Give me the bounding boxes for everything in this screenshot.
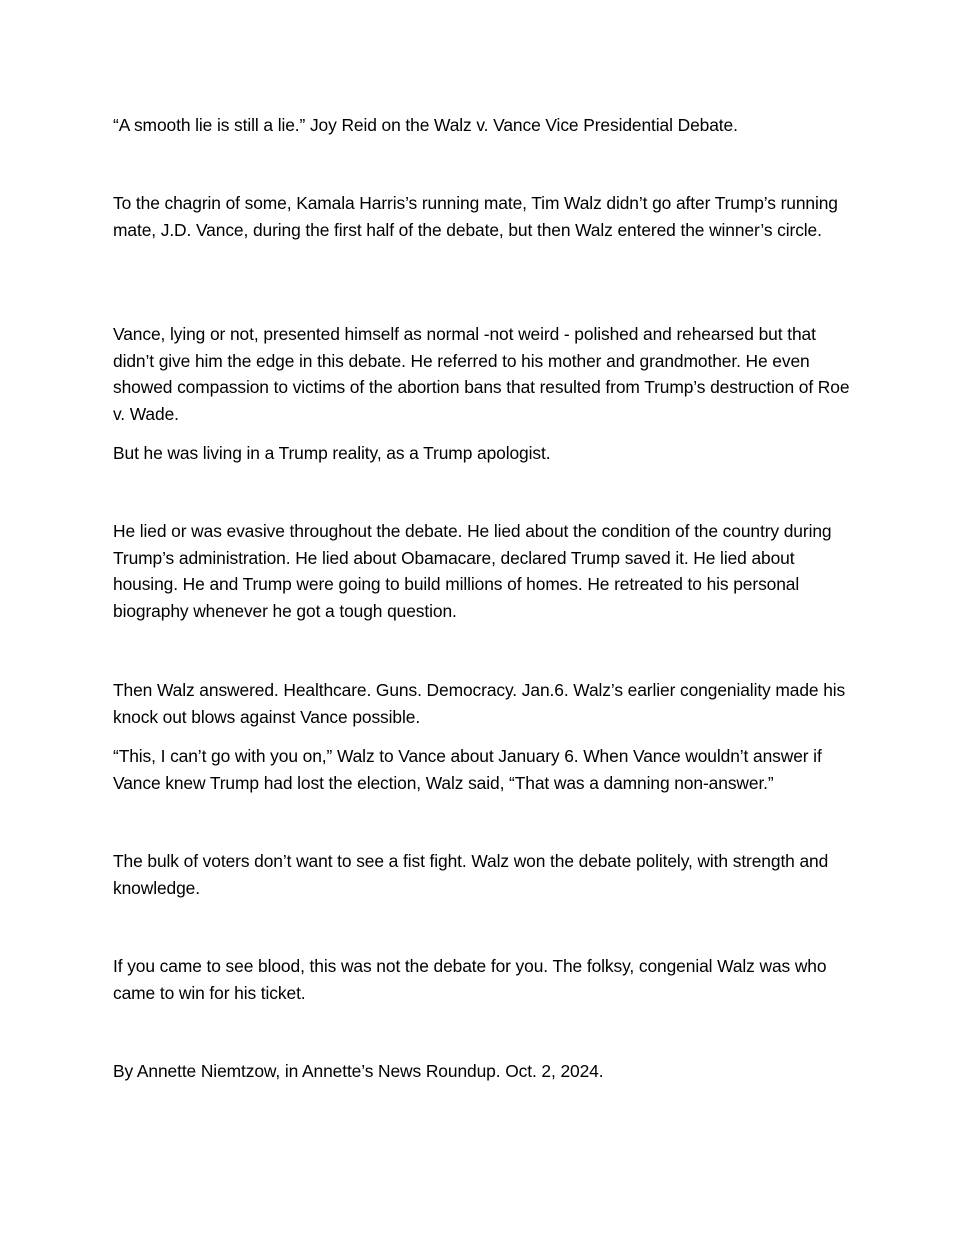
paragraph-lies: He lied or was evasive throughout the debate. He lied about the condition of the country during Trump’s administration. He lied about Obamacare, declared Trump saved it. He lied about housing. He and Trump were going to build millions of homes. He retreated to his personal biography whenever he got a tough question. — [113, 521, 832, 621]
paragraph-walz-answered: Then Walz answered. Healthcare. Guns. Democracy. Jan.6. Walz’s earlier congeniality made his knock out blows against Vance possible. — [113, 680, 846, 727]
paragraph-vance: Vance, lying or not, presented himself as normal -not weird - polished and rehearsed but that didn’t give him the edge in this debate. He referred to his mother and grandmother. He even showed compassion to victims of the abortion bans that resulted from Trump’s destruction of Roe v. Wade. — [113, 324, 850, 424]
paragraph-january-6: “This, I can’t go with you on,” Walz to Vance about January 6. When Vance wouldn’t answer if Vance knew Trump had lost the election, Walz said, “That was a damning non-answer.” — [113, 746, 822, 793]
paragraph-blood: If you came to see blood, this was not the debate for you. The folksy, congenial Walz was who came to win for his ticket. — [113, 956, 827, 1003]
paragraph-trump-reality: But he was living in a Trump reality, as a Trump apologist. — [113, 443, 551, 463]
paragraph-intro: To the chagrin of some, Kamala Harris’s running mate, Tim Walz didn’t go after Trump’s running mate, J.D. Vance, during the first half of the debate, but then Walz entered the winner’s circle. — [113, 193, 838, 240]
paragraph-voters: The bulk of voters don’t want to see a fist fight. Walz won the debate politely, with strength and knowledge. — [113, 851, 829, 898]
byline: By Annette Niemtzow, in Annette’s News Roundup. Oct. 2, 2024. — [113, 1061, 604, 1081]
headline-quote: “A smooth lie is still a lie.” Joy Reid on the Walz v. Vance Vice Presidential Debate. — [113, 115, 738, 135]
